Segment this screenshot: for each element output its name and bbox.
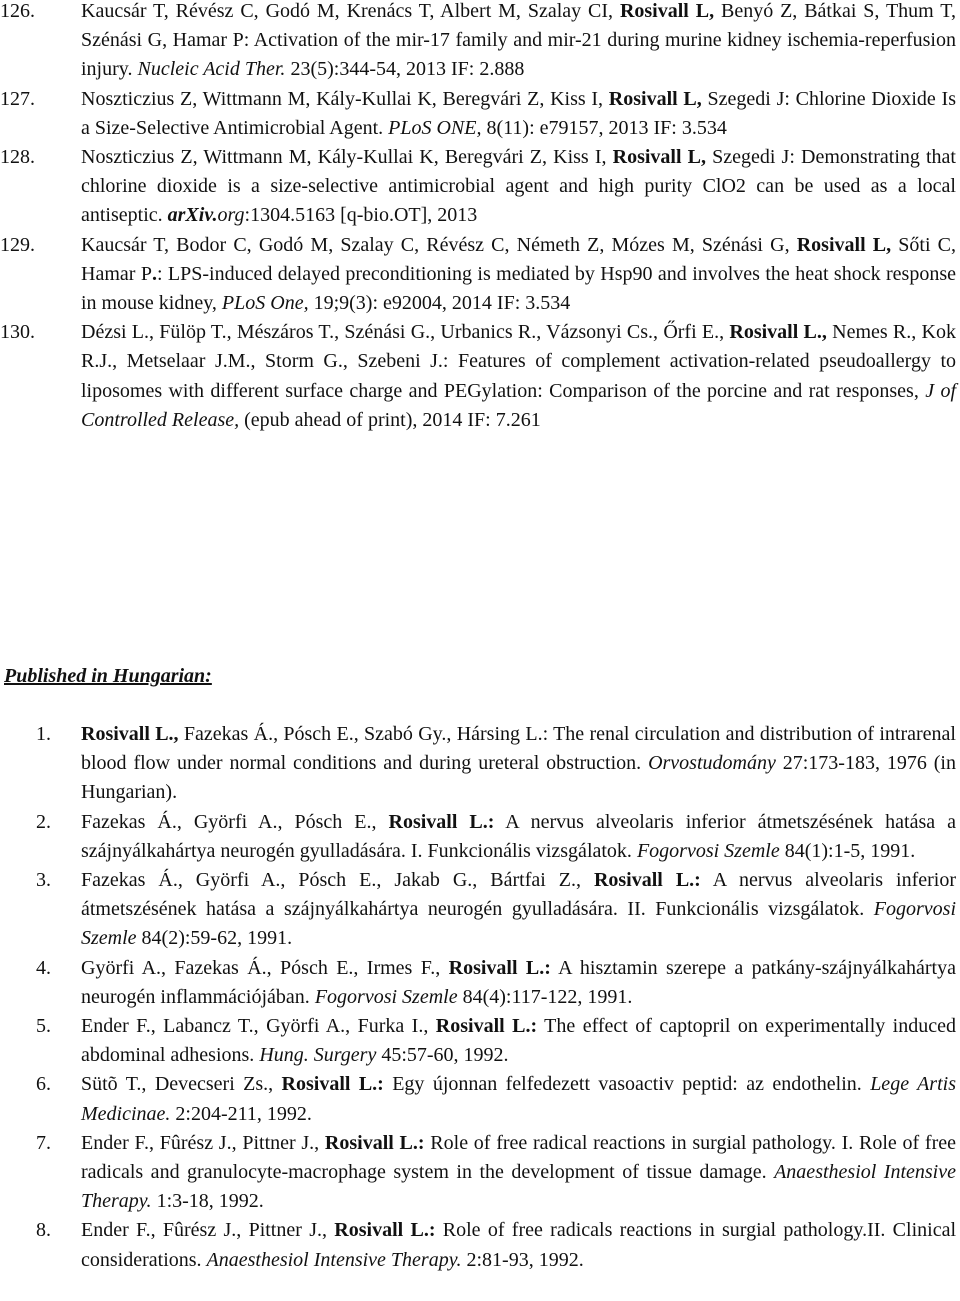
reference-text: 23(5):344-54, 2013 IF: 2.888 [285, 58, 525, 81]
reference-text: Kaucsár T, Bodor C, Godó M, Szalay C, Révész C, Németh Z, Mózes M, Szénási G, [81, 233, 797, 256]
author-highlight: Rosivall L.: [388, 810, 495, 833]
reference-text: Ender F., Fûrész J., Pittner J., [81, 1219, 335, 1242]
reference-text: :1304.5163 [q-bio.OT], 2013 [244, 204, 478, 227]
journal-title: Fogorvosi Szemle [636, 839, 780, 862]
reference-entry [0, 1070, 960, 1128]
reference-text: : LPS-induced delayed preconditioning is mediated by Hsp90 and involves the heat shock response in mouse kidney, [81, 262, 956, 315]
author-highlight: Rosivall L, [796, 233, 892, 256]
reference-entry [0, 954, 960, 1012]
author-highlight: Rosivall L, [619, 0, 715, 22]
reference-text: The effect of captopril on experimentally induced abdominal adhesions. [81, 1015, 956, 1067]
reference-entry [0, 318, 960, 435]
journal-title: PLoS ONE, [388, 116, 482, 139]
reference-text: Noszticzius Z, Wittmann M, Kály-Kullai K, Beregvári Z, Kiss I, [81, 87, 609, 110]
reference-text: Györfi A., Fazekas Á., Pósch E., Irmes F., [81, 956, 449, 979]
reference-text: A nervus alveolaris inferior átmetszésének hatása a szájnyálkahártya neurogén gyulladására. II. Funkcionális vizsgálatok. [81, 869, 956, 921]
reference-entry [0, 1012, 960, 1070]
reference-entry [0, 143, 960, 231]
reference-text: Role of free radical reactions in surgial pathology. I. Role of free radicals and granulocyte-macrophage system in the development of tissue damage. [81, 1131, 956, 1184]
author-highlight: Rosivall L.: [435, 1015, 538, 1038]
reference-text: 27:173-183, 1976 (in Hungarian). [81, 752, 956, 804]
reference-number: 3. [36, 869, 51, 892]
journal-title: Hung. Surgery [259, 1044, 377, 1067]
author-highlight: . [151, 262, 157, 285]
reference-entry [0, 85, 960, 143]
reference-text: 45:57-60, 1992. [376, 1044, 509, 1067]
reference-text: 84(2):59-62, 1991. [136, 927, 293, 950]
reference-number: 130. [0, 321, 35, 344]
reference-text: Fazekas Á., Györfi A., Pósch E., [81, 810, 389, 833]
journal-title: org [217, 204, 245, 227]
reference-entry [0, 808, 960, 866]
reference-number: 126. [0, 0, 35, 22]
reference-text: A nervus alveolaris inferior átmetszésének hatása a szájnyálkahártya neurogén gyulladására. I. Funkcionális vizsgálatok. [81, 810, 956, 862]
reference-number: 128. [0, 146, 35, 169]
reference-text: 1:3-18, 1992. [151, 1190, 264, 1213]
journal-title: Anaesthesiol Intensive Therapy. [206, 1248, 462, 1271]
journal-title: Orvostudomány [648, 752, 776, 775]
reference-number: 4. [36, 956, 51, 979]
reference-number: 8. [36, 1219, 51, 1242]
reference-text: Fazekas Á., Pósch E., Szabó Gy., Hársing L.: The renal circulation and distribution of intrarenal blood flow under normal conditions and during ureteral obstruction. [81, 723, 956, 775]
reference-text: Szegedi J: Chlorine Dioxide Is a Size-Selective Antimicrobial Agent. [81, 87, 956, 139]
journal-title: Fogorvosi Szemle [81, 898, 956, 950]
reference-text: Role of free radicals reactions in surgial pathology.II. Clinical considerations. [81, 1219, 956, 1271]
author-highlight: Rosivall L.: [324, 1131, 425, 1154]
reference-number: 129. [0, 233, 35, 256]
reference-number: 7. [36, 1131, 51, 1154]
reference-number: 6. [36, 1073, 51, 1096]
reference-text: Dézsi L., Fülöp T., Mészáros T., Szénási G., Urbanics R., Vázsonyi Cs., Őrfi E., [81, 321, 730, 344]
author-highlight: Rosivall L.: [448, 956, 551, 979]
reference-text: 8(11): e79157, 2013 IF: 3.534 [481, 116, 727, 139]
journal-title: Lege Artis Medicinae. [81, 1073, 956, 1125]
reference-text: Egy újonnan felfedezett vasoactiv peptid: az endothelin. [383, 1073, 871, 1096]
author-highlight: Rosivall L.: [593, 869, 701, 892]
journal-title: Fogorvosi Szemle [314, 985, 458, 1008]
reference-number: 127. [0, 87, 35, 110]
journal-title: Anaesthesiol Intensive Therapy. [81, 1161, 956, 1213]
reference-entry [0, 866, 960, 954]
reference-number: 2. [36, 810, 51, 833]
journal-title: PLoS One, [221, 292, 309, 315]
english-reference-list [0, 0, 960, 435]
reference-text: Sütõ T., Devecseri Zs., [81, 1073, 282, 1096]
reference-text: Ender F., Fûrész J., Pittner J., [81, 1131, 325, 1154]
reference-entry [0, 720, 960, 808]
author-highlight: Rosivall L, [608, 87, 702, 110]
reference-text: Fazekas Á., Györfi A., Pósch E., Jakab G., Bártfai Z., [81, 869, 594, 892]
reference-entry [0, 0, 960, 85]
author-highlight: Rosivall L.: [281, 1073, 384, 1096]
reference-text: A hisztamin szerepe a patkány-szájnyálkahártya neurogén inflammációjában. [81, 956, 956, 1008]
reference-text: 84(4):117-122, 1991. [457, 985, 633, 1008]
reference-entry [0, 231, 960, 319]
reference-text: Ender F., Labancz T., Györfi A., Furka I., [81, 1015, 436, 1038]
reference-number: 5. [36, 1015, 51, 1038]
author-highlight: Rosivall L, [612, 146, 706, 169]
reference-entry [0, 1216, 960, 1274]
hungarian-reference-list [0, 720, 960, 1275]
reference-entry [0, 1129, 960, 1217]
author-highlight: arXiv. [167, 204, 218, 227]
reference-text: 84(1):1-5, 1991. [779, 839, 916, 862]
reference-text: 19;9(3): e92004, 2014 IF: 3.534 [308, 292, 571, 315]
reference-text: Sőti C, Hamar P [81, 233, 956, 285]
reference-text: (epub ahead of print), 2014 IF: 7.261 [239, 408, 541, 431]
author-highlight: Rosivall L., [729, 321, 827, 344]
reference-text: Benyó Z, Bátkai S, Thum T, Szénási G, Hamar P: Activation of the mir-17 family and mir-21 during murine kidney ischemia-reperfusion injury. [81, 0, 956, 81]
journal-title: J of Controlled Release, [81, 379, 956, 431]
reference-text: 2:204-211, 1992. [170, 1102, 312, 1125]
author-highlight: Rosivall L.: [334, 1219, 436, 1242]
reference-text: Nemes R., Kok R.J., Metselaar J.M., Storm G., Szebeni J.: Features of complement activation-related pseudoallergy to liposomes with different surface charge and PEGylation: Comparison of the porcine and rat responses, [81, 321, 956, 402]
author-highlight: Rosivall L., [81, 723, 179, 745]
reference-text: 2:81-93, 1992. [461, 1248, 584, 1271]
section-heading-hungarian: Published in Hungarian: [4, 665, 212, 687]
reference-text: Szegedi J: Demonstrating that chlorine dioxide is a size-selective antimicrobial agent and high purity ClO2 can be used as a local antiseptic. [81, 146, 956, 227]
reference-text: Kaucsár T, Révész C, Godó M, Krenács T, Albert M, Szalay CI, [81, 0, 620, 22]
journal-title: Nucleic Acid Ther. [137, 58, 286, 81]
reference-text: Noszticzius Z, Wittmann M, Kály-Kullai K, Beregvári Z, Kiss I, [81, 146, 613, 169]
reference-number: 1. [36, 723, 51, 745]
